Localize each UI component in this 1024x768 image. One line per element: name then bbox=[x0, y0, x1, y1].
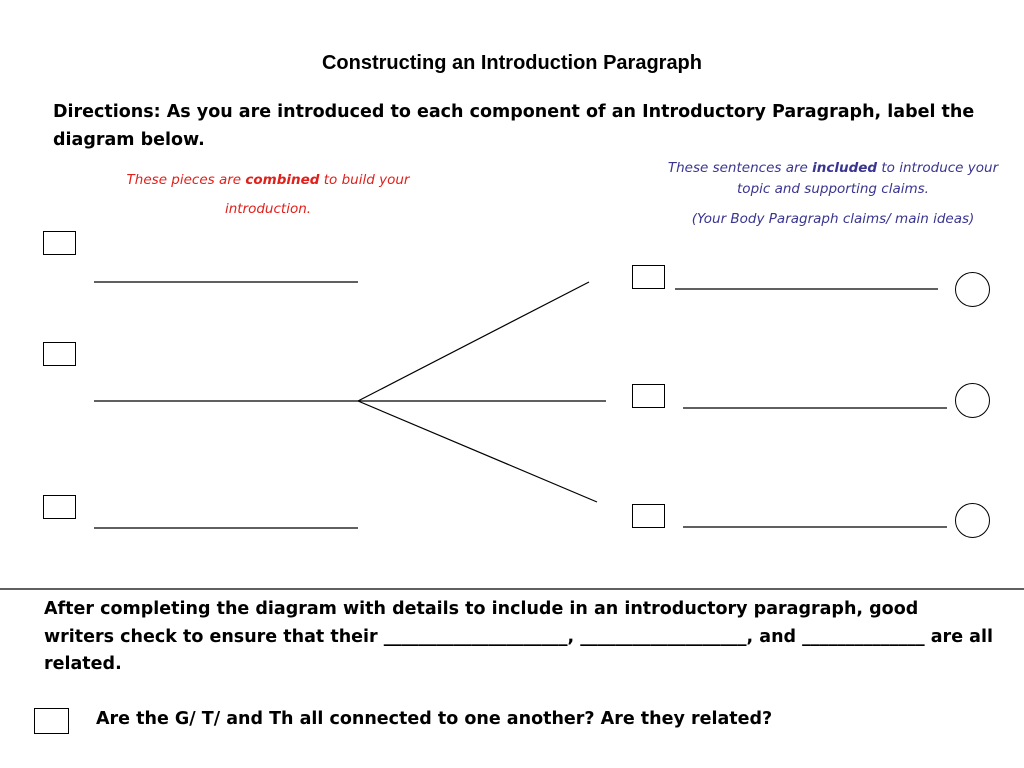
after-text-part1: After completing the diagram with details to include in an introductory paragraph, good writers check to ensure that their bbox=[44, 599, 919, 647]
after-text-sep2: , and bbox=[746, 626, 803, 647]
blank-3[interactable]: ______________ bbox=[802, 626, 925, 647]
right-note-post: to introduce your topic and supporting claims. bbox=[737, 160, 999, 197]
checkbox-right-1[interactable] bbox=[632, 265, 665, 289]
branch-upper-line bbox=[358, 282, 589, 401]
circle-marker-1[interactable] bbox=[955, 272, 990, 307]
checkbox-left-1[interactable] bbox=[43, 231, 76, 255]
checkbox-right-2[interactable] bbox=[632, 384, 665, 408]
question-text: Are the G/ T/ and Th all connected to one another? Are they related? bbox=[96, 709, 773, 729]
after-completion-text bbox=[44, 596, 994, 679]
after-text-sep1: , bbox=[567, 626, 581, 647]
right-note-sub: (Your Body Paragraph claims/ main ideas) bbox=[691, 211, 975, 227]
right-note-emphasis: included bbox=[812, 160, 878, 176]
blank-1[interactable]: _____________________ bbox=[383, 626, 568, 647]
circle-marker-2[interactable] bbox=[955, 383, 990, 418]
checkbox-left-3[interactable] bbox=[43, 495, 76, 519]
directions-text: Directions: As you are introduced to each component of an Introductory Paragraph, label the diagram below. bbox=[53, 102, 975, 150]
branch-lower-line bbox=[358, 401, 597, 502]
left-note-pre: These pieces are bbox=[126, 172, 246, 188]
right-note-pre: These sentences are bbox=[667, 160, 813, 176]
checkbox-right-3[interactable] bbox=[632, 504, 665, 528]
left-note-post: to build your introduction. bbox=[224, 172, 410, 217]
circle-marker-3[interactable] bbox=[955, 503, 990, 538]
after-text-part2: are all related. bbox=[44, 626, 993, 674]
checkbox-left-2[interactable] bbox=[43, 342, 76, 366]
checkbox-question[interactable] bbox=[34, 708, 69, 734]
left-note-emphasis: combined bbox=[245, 172, 320, 188]
blank-2[interactable]: ___________________ bbox=[580, 626, 747, 647]
page-title: Constructing an Introduction Paragraph bbox=[321, 52, 702, 74]
